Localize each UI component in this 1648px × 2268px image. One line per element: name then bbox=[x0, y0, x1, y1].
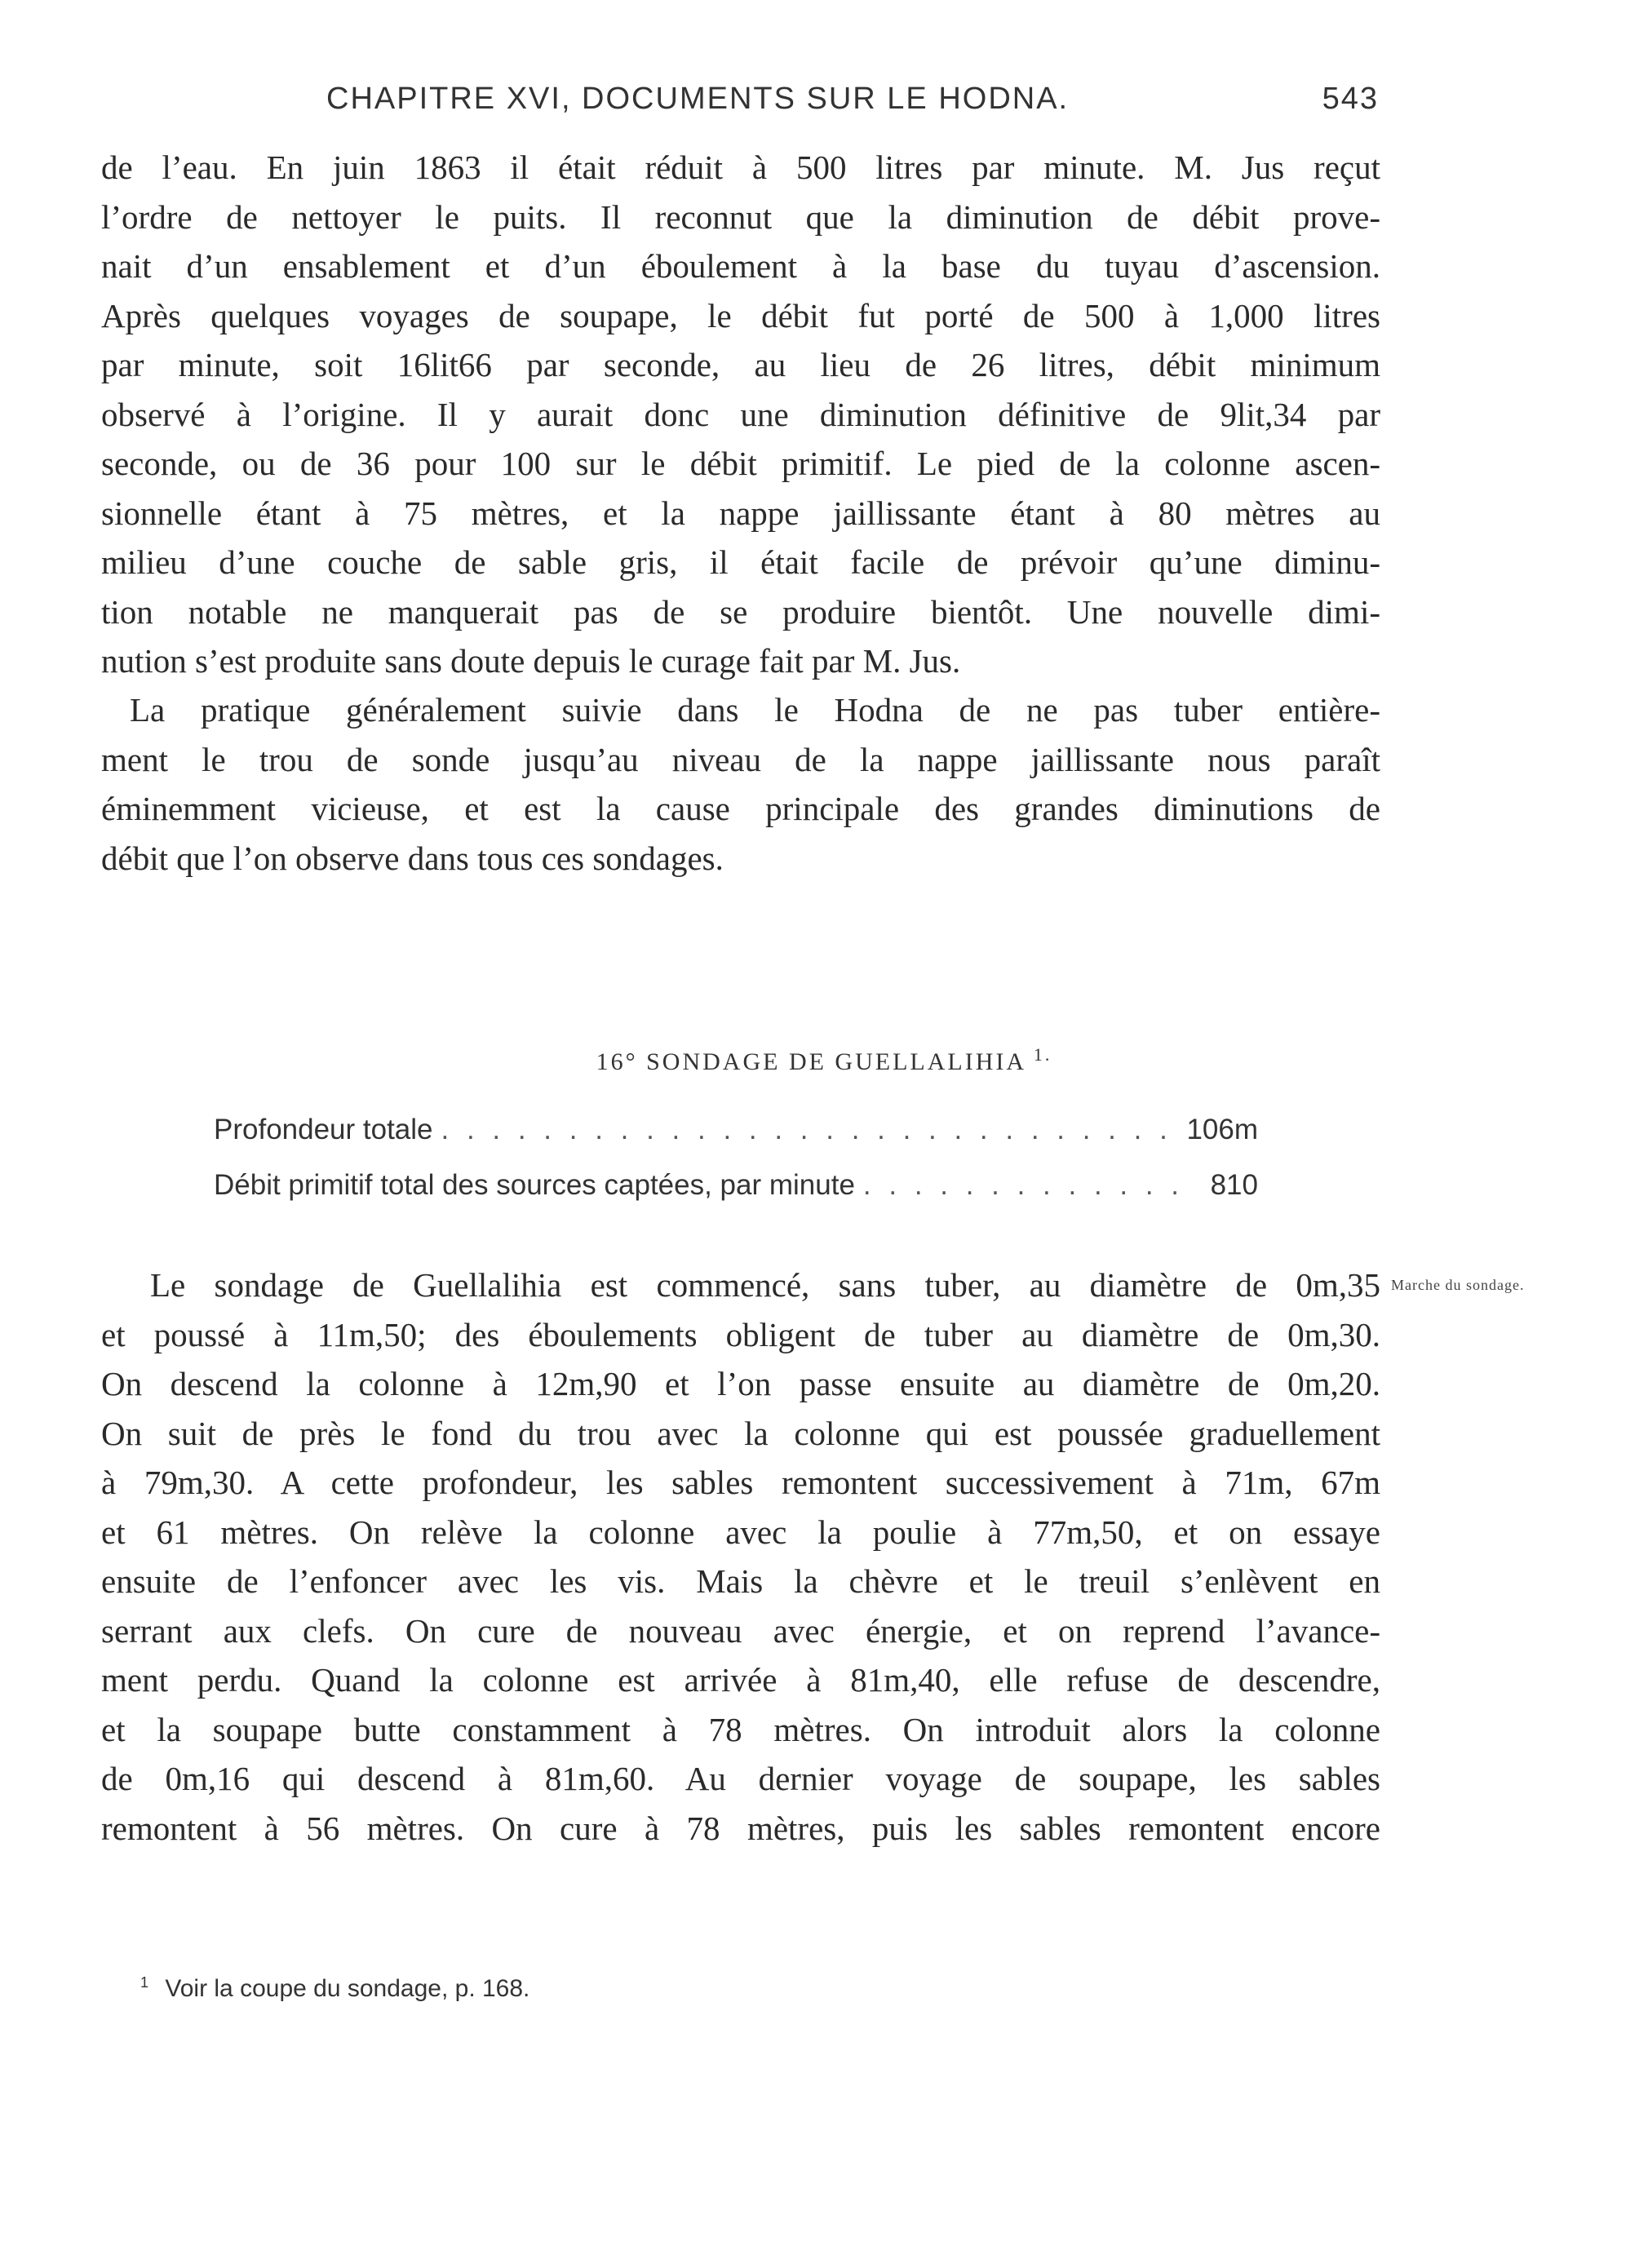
text-line: débit que l’on observe dans tous ces sondages. bbox=[101, 839, 724, 877]
footnote bbox=[140, 1974, 529, 2003]
paragraph-2 bbox=[101, 685, 1380, 883]
text-line: On descend la colonne à 12m,90 et l’on passe ensuite au diamètre de 0m,20. bbox=[101, 1365, 1380, 1402]
paragraph-1 bbox=[101, 143, 1380, 686]
text-line: seconde, ou de 36 pour 100 sur le débit primitif. Le pied de la colonne ascen- bbox=[101, 445, 1380, 482]
text-line: milieu d’une couche de sable gris, il était facile de prévoir qu’une diminu- bbox=[101, 543, 1380, 581]
text-line: à 79m,30. A cette profondeur, les sables remontent successivement à 71m, 67m bbox=[101, 1464, 1380, 1501]
text-line: ensuite de l’enfoncer avec les vis. Mais la chèvre et le treuil s’enlèvent en bbox=[101, 1562, 1380, 1600]
text-line: observé à l’origine. Il y aurait donc une diminution définitive de 9lit,34 par bbox=[101, 395, 1380, 433]
text-line: l’ordre de nettoyer le puits. Il reconnut que la diminution de débit prove- bbox=[101, 197, 1380, 236]
text-line: nait d’un ensablement et d’un éboulement à la base du tuyau d’ascension. bbox=[101, 247, 1380, 285]
row-value: 810 bbox=[1210, 1169, 1258, 1201]
text-line: ment le trou de sonde jusqu’au niveau de la nappe jaillissante nous paraît bbox=[101, 740, 1380, 778]
row-label: Profondeur totale bbox=[214, 1114, 433, 1145]
text-line: serrant aux clefs. On cure de nouveau avec énergie, et on reprend l’avance- bbox=[101, 1611, 1380, 1650]
text-line: tion notable ne manquerait pas de se produire bientôt. Une nouvelle dimi- bbox=[101, 592, 1380, 631]
text-line: et 61 mètres. On relève la colonne avec la poulie à 77m,50, et on essaye bbox=[101, 1513, 1380, 1551]
text-line: éminemment vicieuse, et est la cause principale des grandes diminutions de bbox=[101, 790, 1380, 827]
text-line: ment perdu. Quand la colonne est arrivée à 81m,40, elle refuse de descendre, bbox=[101, 1661, 1380, 1699]
paragraph-3 bbox=[101, 1260, 1380, 1853]
dot-leader bbox=[441, 1114, 1179, 1146]
text-line: remontent à 56 mètres. On cure à 78 mètres, puis les sables remontent encore bbox=[101, 1809, 1380, 1847]
text-line: On suit de près le fond du trou avec la colonne qui est poussée graduellement bbox=[101, 1414, 1380, 1452]
text-line: nution s’est produite sans doute depuis le curage fait par M. Jus. bbox=[101, 642, 961, 680]
text-line: par minute, soit 16lit66 par seconde, au lieu de 26 litres, débit minimum bbox=[101, 346, 1380, 383]
text-line: sionnelle étant à 75 mètres, et la nappe jaillissante étant à 80 mètres au bbox=[101, 494, 1380, 532]
section-heading bbox=[0, 1044, 1648, 1076]
footnote-reference: 1. bbox=[1033, 1044, 1052, 1065]
text-line: et la soupape butte constamment à 78 mètres. On introduit alors la colonne bbox=[101, 1710, 1380, 1748]
margin-note: Marche du sondage. bbox=[1391, 1277, 1525, 1293]
row-value: 106m bbox=[1186, 1114, 1258, 1145]
footnote-mark: 1 bbox=[140, 1974, 149, 1991]
text-line: de l’eau. En juin 1863 il était réduit à 500 litres par minute. M. Jus reçut bbox=[101, 148, 1380, 186]
data-row-depth bbox=[214, 1114, 1258, 1146]
data-row-flow bbox=[214, 1169, 1258, 1202]
dot-leader bbox=[863, 1169, 1185, 1202]
row-label: Débit primitif total des sources captées, par minute bbox=[214, 1169, 855, 1201]
text-line: et poussé à 11m,50; des éboulements obligent de tuber au diamètre de 0m,30. bbox=[101, 1315, 1380, 1353]
text-line: Après quelques voyages de soupape, le débit fut porté de 500 à 1,000 litres bbox=[101, 296, 1380, 334]
page-number: 543 bbox=[1322, 82, 1379, 116]
text-line: Le sondage de Guellalihia est commencé, sans tuber, au diamètre de 0m,35 bbox=[150, 1266, 1380, 1304]
section-title-text: 16° SONDAGE DE GUELLALIHIA bbox=[596, 1048, 1026, 1075]
text-line: de 0m,16 qui descend à 81m,60. Au dernier voyage de soupape, les sables bbox=[101, 1760, 1380, 1797]
chapter-title: CHAPITRE XVI, DOCUMENTS SUR LE HODNA. bbox=[326, 82, 1070, 116]
text-line: La pratique généralement suivie dans le Hodna de ne pas tuber entière- bbox=[130, 691, 1380, 729]
footnote-text: Voir la coupe du sondage, p. 168. bbox=[165, 1975, 530, 2002]
running-header bbox=[326, 82, 1379, 131]
